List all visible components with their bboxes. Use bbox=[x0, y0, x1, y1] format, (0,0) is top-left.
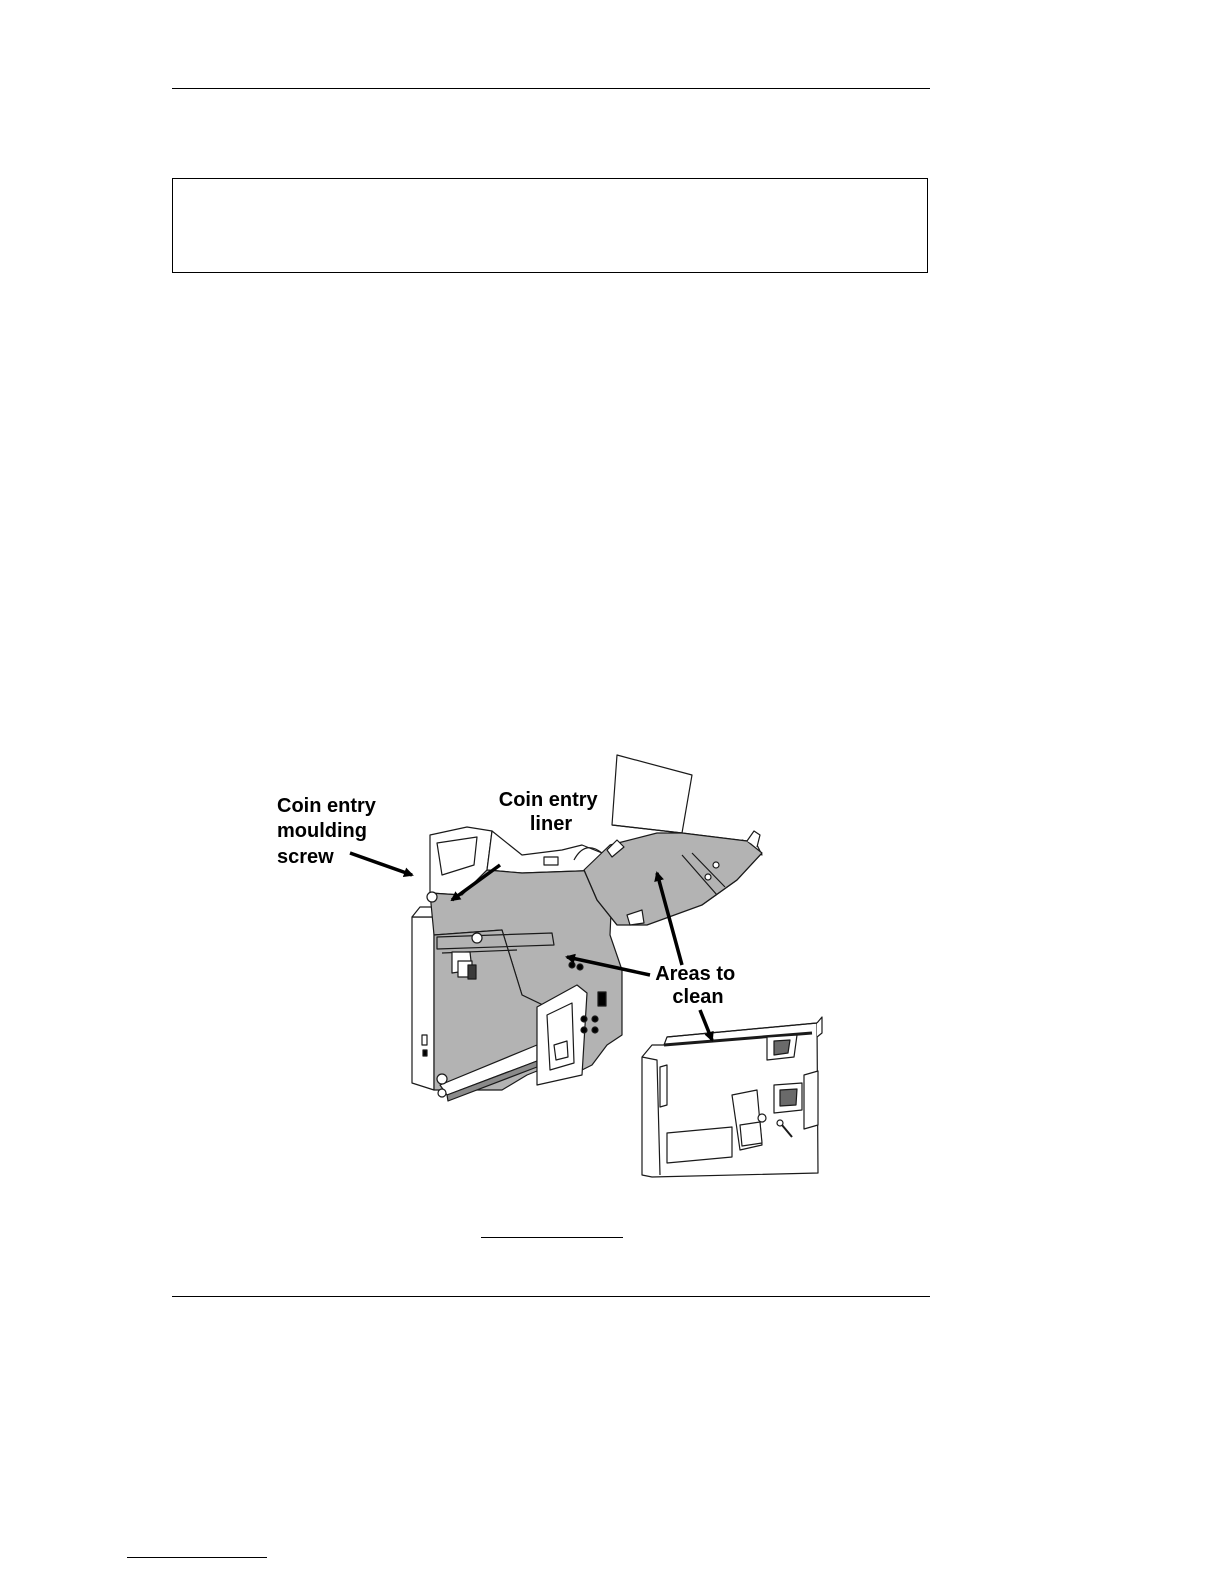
areas-label-line1: Areas to bbox=[655, 963, 736, 985]
cover-plate bbox=[642, 1017, 822, 1177]
screw-label-line1: Coin entry bbox=[277, 795, 376, 817]
areas-label-line2: clean bbox=[672, 986, 724, 1008]
callout-coin-entry-liner bbox=[499, 789, 603, 835]
callout-areas-to-clean bbox=[655, 963, 741, 1008]
screw-arrow bbox=[350, 853, 412, 875]
coin-entry-lid bbox=[574, 755, 762, 925]
coin-entry-cleaning-figure bbox=[262, 745, 852, 1190]
liner-label-line1: Coin entry bbox=[498, 789, 598, 811]
caption-underline bbox=[481, 1237, 623, 1238]
header-rule bbox=[172, 88, 930, 89]
screw-label-line2: moulding bbox=[277, 820, 367, 842]
footnote-link-underline[interactable] bbox=[127, 1557, 267, 1558]
screw-label-line3: screw bbox=[277, 846, 334, 868]
footer-rule bbox=[172, 1296, 930, 1297]
notice-box bbox=[172, 178, 928, 273]
liner-label-line2: liner bbox=[529, 813, 573, 835]
